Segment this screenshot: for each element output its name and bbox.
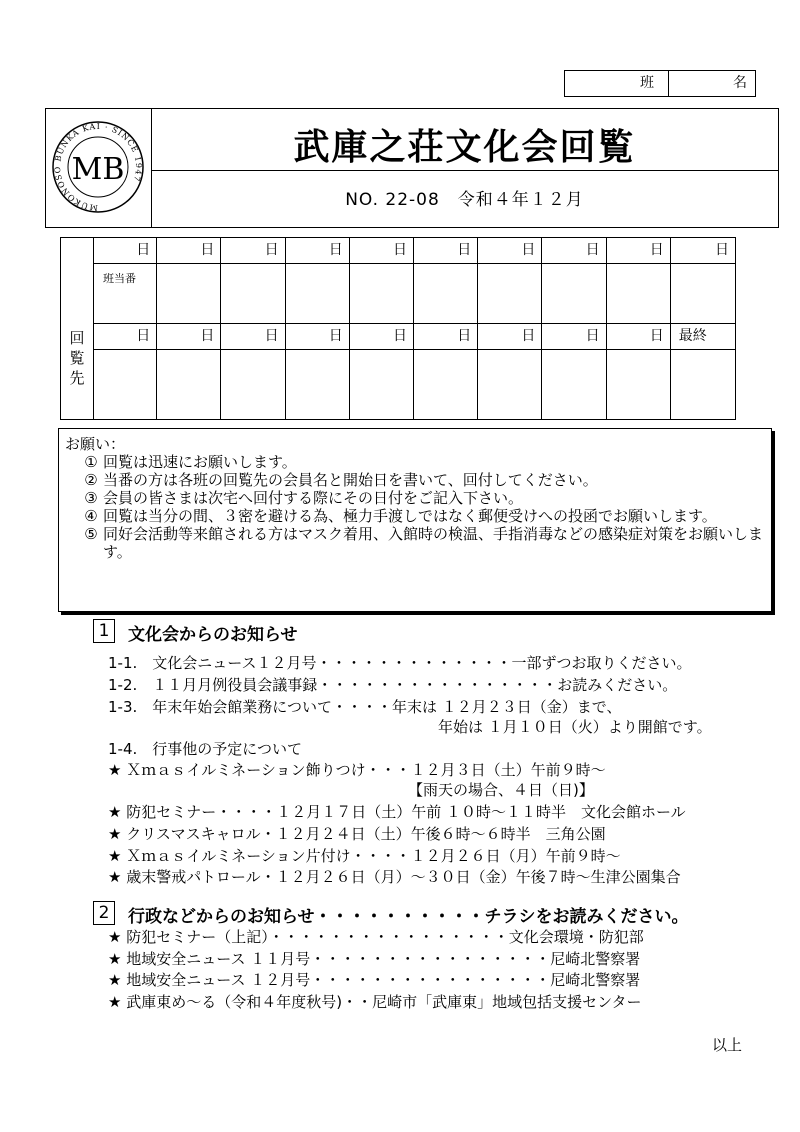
circulation-name-cell: [221, 264, 285, 324]
event-item: ★ 防犯セミナー・・・・１２月１７日（土）午前 １０時～１１時半 文化会館ホール: [108, 803, 686, 821]
circulation-date-cell: 日: [414, 324, 478, 350]
notice-num: ①: [84, 453, 98, 471]
section2-number: 2: [93, 901, 115, 925]
name-box-ban: 班: [565, 71, 669, 96]
issue-line: NO. 22-08 令和４年１２月: [345, 190, 584, 210]
section1-number: 1: [93, 619, 115, 643]
circulation-name-cell: [350, 350, 414, 419]
event-item: ★ 歳末警戒パトロール・１２月２６日（月）～３０日（金）午後７時～生津公園集合: [108, 868, 681, 886]
circulation-name-cell: [93, 264, 157, 324]
circulation-date-cell: 日: [350, 238, 414, 264]
event-item: ★ Ｘｍａｓイルミネーション飾りつけ・・・１２月３日（土）午前９時～: [108, 761, 606, 779]
page-title: 武庫之荘文化会回覧: [293, 127, 636, 168]
circulation-name-cell: [157, 264, 221, 324]
circulation-date-cell: 日: [157, 238, 221, 264]
circulation-name-cell: [478, 350, 542, 419]
ban-touban-label: 班当番: [103, 272, 136, 285]
circulation-date-cell: 日: [350, 324, 414, 350]
notice-item: [65, 453, 765, 471]
side-label-char: 先: [69, 369, 85, 387]
notice-text: 回覧は迅速にお願いします。: [103, 453, 297, 471]
circulation-name-cell: [414, 350, 478, 419]
notice-item: [65, 489, 765, 507]
circulation-name-cell: [607, 350, 671, 419]
circulation-name-cell: [671, 264, 735, 324]
notice-heading: お願い：: [65, 435, 126, 453]
notice-item: [65, 525, 765, 561]
circulation-date-cell: 最終: [671, 324, 735, 350]
notice-text: 同好会活動等来館される方はマスク着用、入館時の検温、手指消毒などの感染症対策をお願いします。: [103, 525, 764, 561]
circulation-name-cell: [286, 350, 350, 419]
section1-line: 1-4. 行事他の予定について: [108, 740, 302, 758]
circulation-name-cell: [671, 350, 735, 419]
logo-cell: [46, 109, 152, 227]
circulation-date-cell: 日: [286, 238, 350, 264]
circulation-date-cell: 日: [607, 324, 671, 350]
circulation-name-cell: [542, 264, 606, 324]
section1-line: 1-2. １１月月例役員会議事録・・・・・・・・・・・・・・・・お読みください。: [108, 676, 678, 694]
circulation-name-cell: [478, 264, 542, 324]
circulation-date-cell: 日: [286, 324, 350, 350]
notice-text: 会員の皆さまは次宅へ回付する際にその日付をご記入下さい。: [103, 489, 524, 507]
notice-num: ③: [84, 489, 98, 507]
section2-title: 行政などからのお知らせ・・・・・・・・・・チラシをお読みください。: [128, 907, 689, 927]
section1-line: 1-3. 年末年始会館業務について・・・・年末は １２月２３日（金）まで、: [108, 698, 622, 716]
circulation-name-cell: [607, 264, 671, 324]
event-item: ★ Ｘｍａｓイルミネーション片付け・・・・１２月２６日（月）午前９時～: [108, 847, 621, 865]
circulation-date-cell: 日: [221, 324, 285, 350]
circulation-name-cell: [93, 350, 157, 419]
section1-title: 文化会からのお知らせ: [128, 625, 298, 645]
header-divider: [151, 170, 778, 171]
circulation-date-cell: 日: [93, 324, 157, 350]
circulation-table: [60, 237, 736, 420]
event-note: 【雨天の場合、４日（日)】: [408, 781, 594, 799]
logo-text: MB: [71, 152, 125, 187]
notice-num: ⑤: [84, 525, 98, 543]
circulation-name-cell: [157, 350, 221, 419]
circulation-date-cell: 日: [221, 238, 285, 264]
section1-line: 年始は １月１０日（火）より開館です。: [438, 718, 712, 736]
circulation-date-cell: 日: [93, 238, 157, 264]
circulation-date-cell: 日: [478, 238, 542, 264]
section2-line: ★ 武庫東め～る（令和４年度秋号)・・尼崎市「武庫東」地域包括支援センター: [108, 993, 642, 1011]
section2-line: ★ 地域安全ニュース １１月号・・・・・・・・・・・・・・・・尼崎北警察署: [108, 950, 641, 968]
notice-text: 当番の方は各班の回覧先の会員名と開始日を書いて、回付してください。: [103, 471, 598, 489]
circulation-date-cell: 日: [607, 238, 671, 264]
section1-line: 1-1. 文化会ニュース１２月号・・・・・・・・・・・・・一部ずつお取りください。: [108, 654, 692, 672]
circulation-date-cell: 日: [414, 238, 478, 264]
notice-num: ④: [84, 507, 98, 525]
side-label-char: 覧: [69, 349, 85, 367]
circulation-name-cell: [542, 350, 606, 419]
notice-content: [65, 435, 765, 561]
circulation-name-cell: [350, 264, 414, 324]
circulation-date-cell: 日: [157, 324, 221, 350]
section2-line: ★ 地域安全ニュース １２月号・・・・・・・・・・・・・・・・尼崎北警察署: [108, 971, 641, 989]
header-box: [45, 108, 779, 228]
closing-text: 以上: [712, 1036, 743, 1054]
name-box-mei: 名: [733, 75, 747, 91]
notice-item: [65, 507, 765, 525]
notice-box: [58, 428, 772, 612]
mb-logo: [46, 109, 151, 227]
logo-ring-text: MUKONOSO BUNKA KAI · SINCE 1947: [52, 121, 144, 213]
circulation-name-cell: [414, 264, 478, 324]
circulation-date-cell: 日: [542, 324, 606, 350]
circulation-name-cell: [286, 264, 350, 324]
circulation-date-cell: 日: [542, 238, 606, 264]
name-box: [564, 70, 756, 97]
notice-text: 回覧は当分の間、３密を避ける為、極力手渡しではなく郵便受けへの投函でお願いします。: [103, 507, 717, 525]
notice-num: ②: [84, 471, 98, 489]
circulation-date-cell: 日: [671, 238, 735, 264]
circulation-side-label: [61, 328, 93, 388]
notice-item: [65, 471, 765, 489]
section2-line: ★ 防犯セミナー（上記）・・・・・・・・・・・・・・・・文化会環境・防犯部: [108, 928, 644, 946]
event-item: ★ クリスマスキャロル・１２月２４日（土）午後６時～６時半 三角公園: [108, 825, 606, 843]
circulation-name-cell: [221, 350, 285, 419]
side-label-char: 回: [69, 329, 85, 347]
circulation-date-cell: 日: [478, 324, 542, 350]
